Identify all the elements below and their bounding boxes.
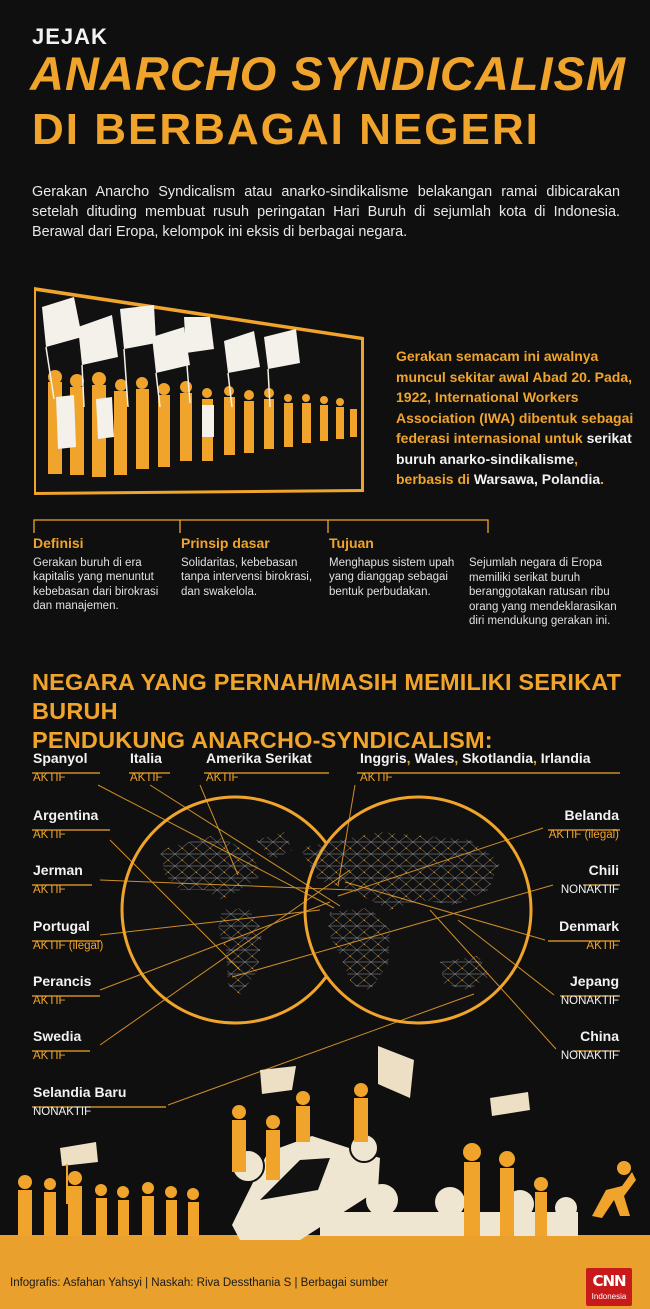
country-name: China [580,1028,619,1044]
protest-crowd-illustration [0,1040,650,1265]
country-name: Selandia Baru [33,1084,127,1100]
country-name: Perancis [33,973,92,989]
country-name: Spanyol [33,750,88,766]
logo-sub: Indonesia [591,1292,627,1301]
title-line-1: ANARCHO SYNDICALISM [30,47,627,100]
country-status: AKTIF [33,772,66,784]
callout-text-3: , berbasis di [396,450,579,487]
country-status: AKTIF [360,772,393,784]
europe-note-text: Sejumlah negara di Eropa memiliki serikat buruh beranggotakan ratusan ribu orang yang mendeklarasikan diri mendukung gerakan ini. [469,557,617,628]
globe-outline [122,797,531,1023]
country-name: Belanda [564,807,619,823]
country-skotlandia: Skotlandia [458,750,533,766]
country-status: AKTIF [33,1050,66,1062]
country-amerika-serikat [206,750,312,784]
country-perancis [33,973,91,1007]
overturned-car [232,1134,578,1240]
goal-title: Tujuan [329,535,374,551]
country-status: AKTIF [586,940,619,952]
country-status: AKTIF [33,884,66,896]
definition-title: Definisi [33,535,84,551]
country-portugal [33,918,103,952]
country-status: AKTIF [33,995,66,1007]
country-denmark [559,918,619,952]
section-title-line-2: PENDUKUNG ANARCHO-SYNDICALISM: [32,727,493,753]
country-status: AKTIF (ilegal) [548,829,619,841]
country-italia [130,750,163,784]
country-status: AKTIF [130,772,163,784]
history-callout [396,346,636,490]
country-name: Italia [130,750,162,766]
callout-text-2: serikat buruh anarko-sindikalisme [396,430,632,467]
goal-column [329,536,467,599]
country-name: Swedia [33,1028,82,1044]
principle-text: Solidaritas, kebebasan tanpa intervensi birokrasi, dan swakelola. [181,556,313,598]
country-spanyol [33,750,87,784]
principle-column [181,536,319,599]
country-name: Jerman [33,862,83,878]
country-name: Chili [588,862,619,878]
country-jerman [33,862,83,896]
country-name: Argentina [33,807,99,823]
country-name [360,750,591,766]
country-status: NONAKTIF [560,995,619,1007]
country-chili [561,862,619,896]
principle-title: Prinsip dasar [181,535,270,551]
country-name: Portugal [33,918,90,934]
credits-text: Infografis: Asfahan Yahsyi | Naskah: Riva Dessthania S | Berbagai sumber [10,1277,389,1289]
title-line-2: DI BERBAGAI NEGERI [32,105,540,154]
goal-text: Menghapus sistem upah yang dianggap sebagai bentuk perbudakan. [329,556,455,598]
country-irlandia: Irlandia [536,750,591,766]
definition-column [33,536,171,614]
country-argentina [33,807,98,841]
definition-text: Gerakan buruh di era kapitalis yang menuntut kebebasan dari birokrasi dan manajemen. [33,556,159,613]
country-status: AKTIF [33,829,66,841]
protest-march-illustration [34,287,364,495]
eyebrow-label: JEJAK [32,24,108,49]
country-belanda [549,807,619,841]
country-status: NONAKTIF [560,1050,619,1062]
callout-text-1: Gerakan semacam ini awalnya muncul sekitar awal Abad 20. Pada, 1922, International Workers Association (IWA) dibentuk sebagai federasi internasional untuk [396,348,634,446]
separator: , [454,750,459,766]
country-name: Denmark [559,918,619,934]
separator: , [406,750,411,766]
callout-city: Warsawa, Polandia [473,471,601,487]
cnn-indonesia-logo [586,1268,632,1306]
europe-note-column [469,556,619,629]
country-jepang [561,973,619,1007]
country-inggris-group [360,750,591,784]
country-status: AKTIF (ilegal) [33,940,104,952]
country-wales: Wales [410,750,455,766]
country-name: Amerika Serikat [206,750,312,766]
section-title-line-1: NEGARA YANG PERNAH/MASIH MEMILIKI SERIKAT BURUH [32,669,622,724]
intro-paragraph: Gerakan Anarcho Syndicalism atau anarko-sindikalisme belakangan ramai dibicarakan setelah dituding membuat rusuh peringatan Hari Buruh di sejumlah kota di Indonesia. Berawal dari Eropa, kelompok ini eksis di berbagai negara. [32,184,620,240]
country-name: Jepang [569,973,619,989]
country-status: NONAKTIF [560,884,619,896]
separator: , [532,750,537,766]
callout-text-5: . [600,471,605,487]
country-status: AKTIF [206,772,239,784]
logo-main: CNN [592,1272,626,1290]
country-inggris: Inggris [360,750,407,766]
country-status: NONAKTIF [33,1106,92,1118]
